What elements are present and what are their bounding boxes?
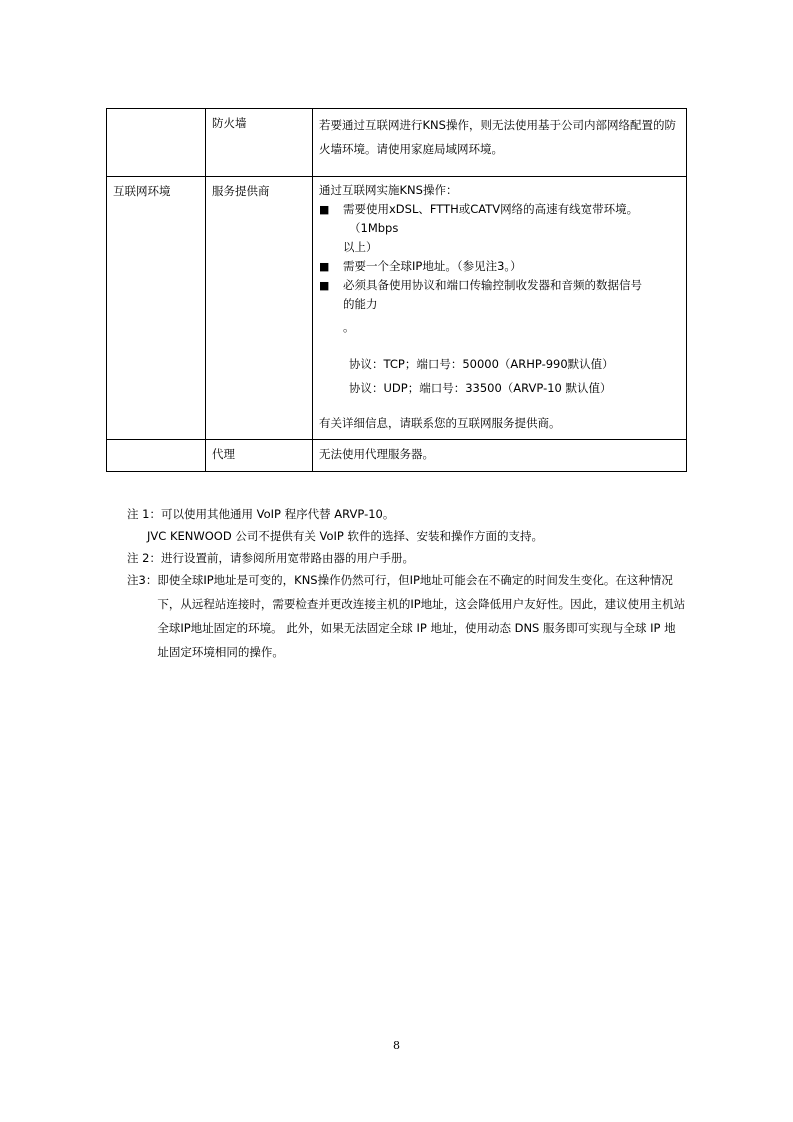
category-internet-environment: 互联网环境 (107, 177, 206, 440)
bullet-text-1: 需要使用xDSL、FTTH或CATV网络的高速有线宽带环境。 (343, 202, 639, 216)
bullet-item-2 (319, 257, 680, 276)
category-cell-empty (107, 440, 206, 472)
note-1-line2: JVC KENWOOD 公司不提供有关 VoIP 软件的选择、安装和操作方面的支持。 (147, 529, 543, 543)
bullet-text-3-line2: 的能力 (343, 297, 378, 311)
note-2-text: 进行设置前，请参阅所用宽带路由器的用户手册。 (160, 551, 414, 565)
category-cell-empty (107, 109, 206, 177)
bullet-text-1-line3: 以上） (343, 240, 378, 254)
note-1 (127, 503, 687, 525)
bullet-item-3 (319, 276, 680, 295)
note-2 (127, 547, 687, 569)
note-1-label: 注 1： (127, 507, 161, 521)
requirements-table (106, 108, 687, 472)
square-bullet-icon: ■ (319, 279, 330, 292)
notes-section (127, 503, 687, 664)
isp-intro: 通过互联网实施KNS操作： (319, 183, 458, 197)
desc-service-provider (313, 177, 687, 440)
bullet-text-3: 必须具备使用协议和端口传输控制收发器和音频的数据信号 (343, 278, 642, 292)
item-service-provider: 服务提供商 (206, 177, 313, 440)
page-number: 8 (393, 1039, 400, 1052)
protocol-udp: 协议：UDP；端口号：33500（ARVP-10 默认值） (349, 381, 612, 395)
table-row-isp (107, 177, 687, 440)
note-3 (127, 569, 687, 664)
table-row-proxy (107, 440, 687, 472)
protocol-tcp: 协议：TCP；端口号：50000（ARHP-990默认值） (349, 357, 614, 371)
item-firewall: 防火墙 (206, 109, 313, 177)
table-row-firewall (107, 109, 687, 177)
note-3-label: 注3： (127, 573, 158, 587)
note-1-line1: 可以使用其他通用 VoIP 程序代替 ARVP-10。 (160, 507, 395, 521)
square-bullet-icon: ■ (319, 203, 330, 216)
item-proxy: 代理 (206, 440, 313, 472)
square-bullet-icon: ■ (319, 260, 330, 273)
desc-firewall: 若要通过互联网进行KNS操作，则无法使用基于公司内部网络配置的防火墙环境。请使用家庭局域网环境。 (313, 109, 687, 177)
isp-contact: 有关详细信息，请联系您的互联网服务提供商。 (319, 416, 561, 430)
bullet-item-1 (319, 200, 680, 219)
bullet-text-2: 需要一个全球IP地址。（参见注3。） (343, 259, 522, 273)
desc-proxy: 无法使用代理服务器。 (313, 440, 687, 472)
bullet-text-1-line2: （1Mbps (349, 221, 399, 235)
bullet-text-3-line3: 。 (343, 320, 355, 334)
note-3-text: 即使全球IP地址是可变的，KNS操作仍然可行，但IP地址可能会在不确定的时间发生变化。在这种情况下，从远程站连接时，需要检查并更改连接主机的IP地址，这会降低用户友好性。因此，建议使用主机站全球IP地址固定的环境。 此外，如果无法固定全球 IP 地址，使用动态 DNS 服务即可实现与全球 IP 地址固定环境相同的操作。 (157, 573, 686, 659)
note-2-label: 注 2： (127, 551, 161, 565)
